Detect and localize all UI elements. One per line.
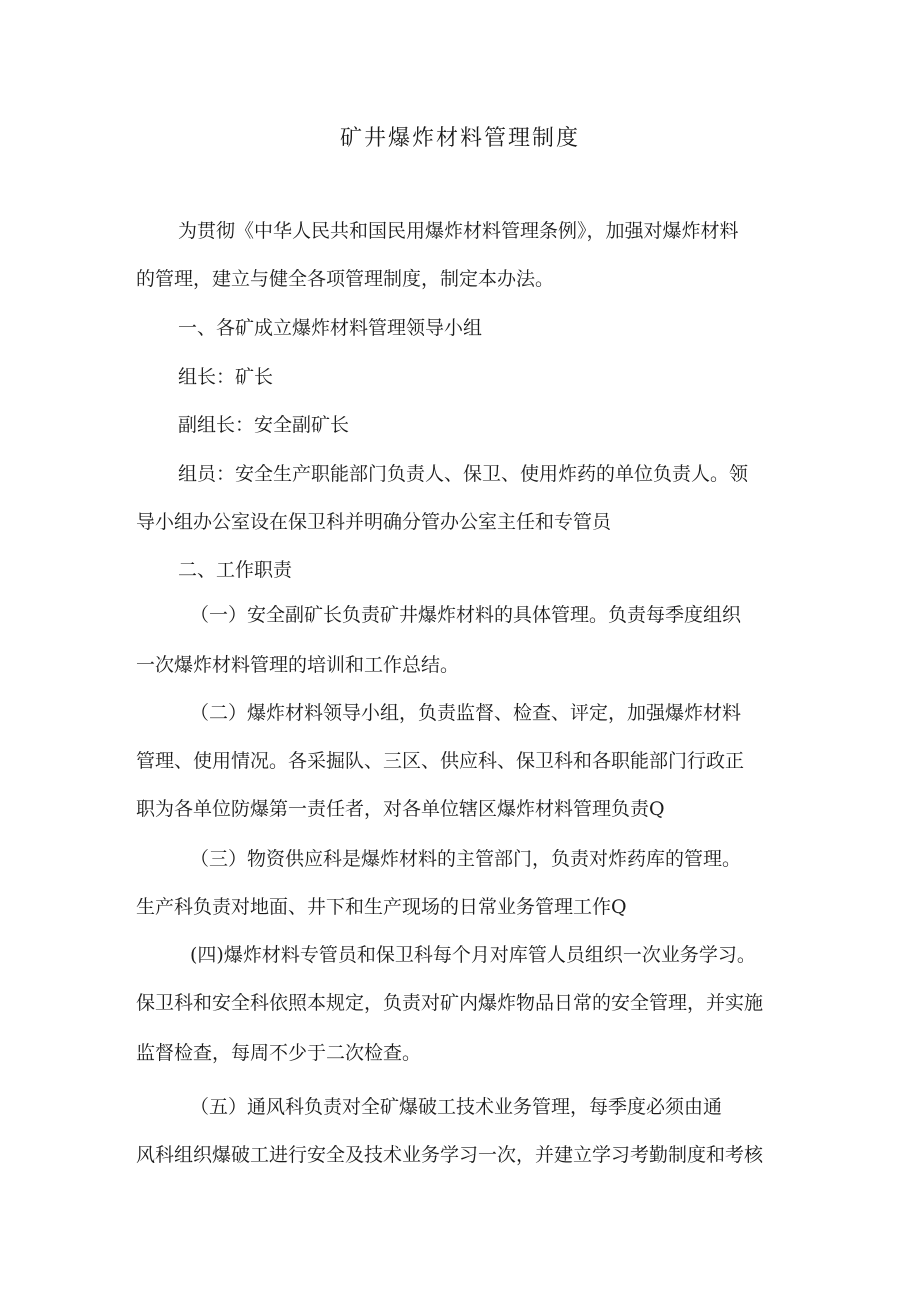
paragraph-line: 管理、使用情况。各采掘队、三区、供应科、保卫科和各职能部门行政正 <box>136 750 745 772</box>
paragraph-line: （三）物资供应科是爆炸材料的主管部门，负责对炸药库的管理。 <box>190 848 742 870</box>
paragraph-line: 生产科负责对地面、井下和生产现场的日常业务管理工作Q <box>136 896 627 918</box>
paragraph-line: 风科组织爆破工进行安全及技术业务学习一次，并建立学习考勤制度和考核 <box>136 1144 764 1166</box>
paragraph-line: 保卫科和安全科依照本规定，负责对矿内爆炸物品日常的安全管理，并实施 <box>136 992 764 1014</box>
paragraph-line: 职为各单位防爆第一责任者，对各单位辖区爆炸材料管理负责Q <box>136 798 665 820</box>
paragraph-line: （五）通风科负责对全矿爆破工技术业务管理，每季度必须由通 <box>190 1096 723 1118</box>
section-heading: 二、工作职责 <box>178 559 293 581</box>
paragraph-line: 一次爆炸材料管理的培训和工作总结。 <box>136 654 460 676</box>
paragraph-line: (四)爆炸材料专管员和保卫科每个月对库管人员组织一次业务学习。 <box>190 944 756 966</box>
paragraph-line: 为贯彻《中华人民共和国民用爆炸材料管理条例》，加强对爆炸材料 <box>178 220 739 242</box>
section-heading: 一、各矿成立爆炸材料管理领导小组 <box>178 317 483 339</box>
paragraph-line: 导小组办公室设在保卫科并明确分管办公室主任和专管员 <box>136 511 612 533</box>
document-title: 矿井爆炸材料管理制度 <box>339 126 580 151</box>
paragraph-line: （二）爆炸材料领导小组，负责监督、检查、评定，加强爆炸材料 <box>190 702 742 724</box>
paragraph-line: 监督检查，每周不少于二次检查。 <box>136 1042 422 1064</box>
paragraph-line: 的管理，建立与健全各项管理制度，制定本办法。 <box>136 268 555 290</box>
paragraph-line: （一）安全副矿长负责矿井爆炸材料的具体管理。负责每季度组织 <box>190 604 742 626</box>
paragraph-line: 组员：安全生产职能部门负责人、保卫、使用炸药的单位负责人。领 <box>178 463 749 485</box>
paragraph-line: 副组长：安全副矿长 <box>178 414 350 436</box>
paragraph-line: 组长：矿长 <box>178 366 274 388</box>
